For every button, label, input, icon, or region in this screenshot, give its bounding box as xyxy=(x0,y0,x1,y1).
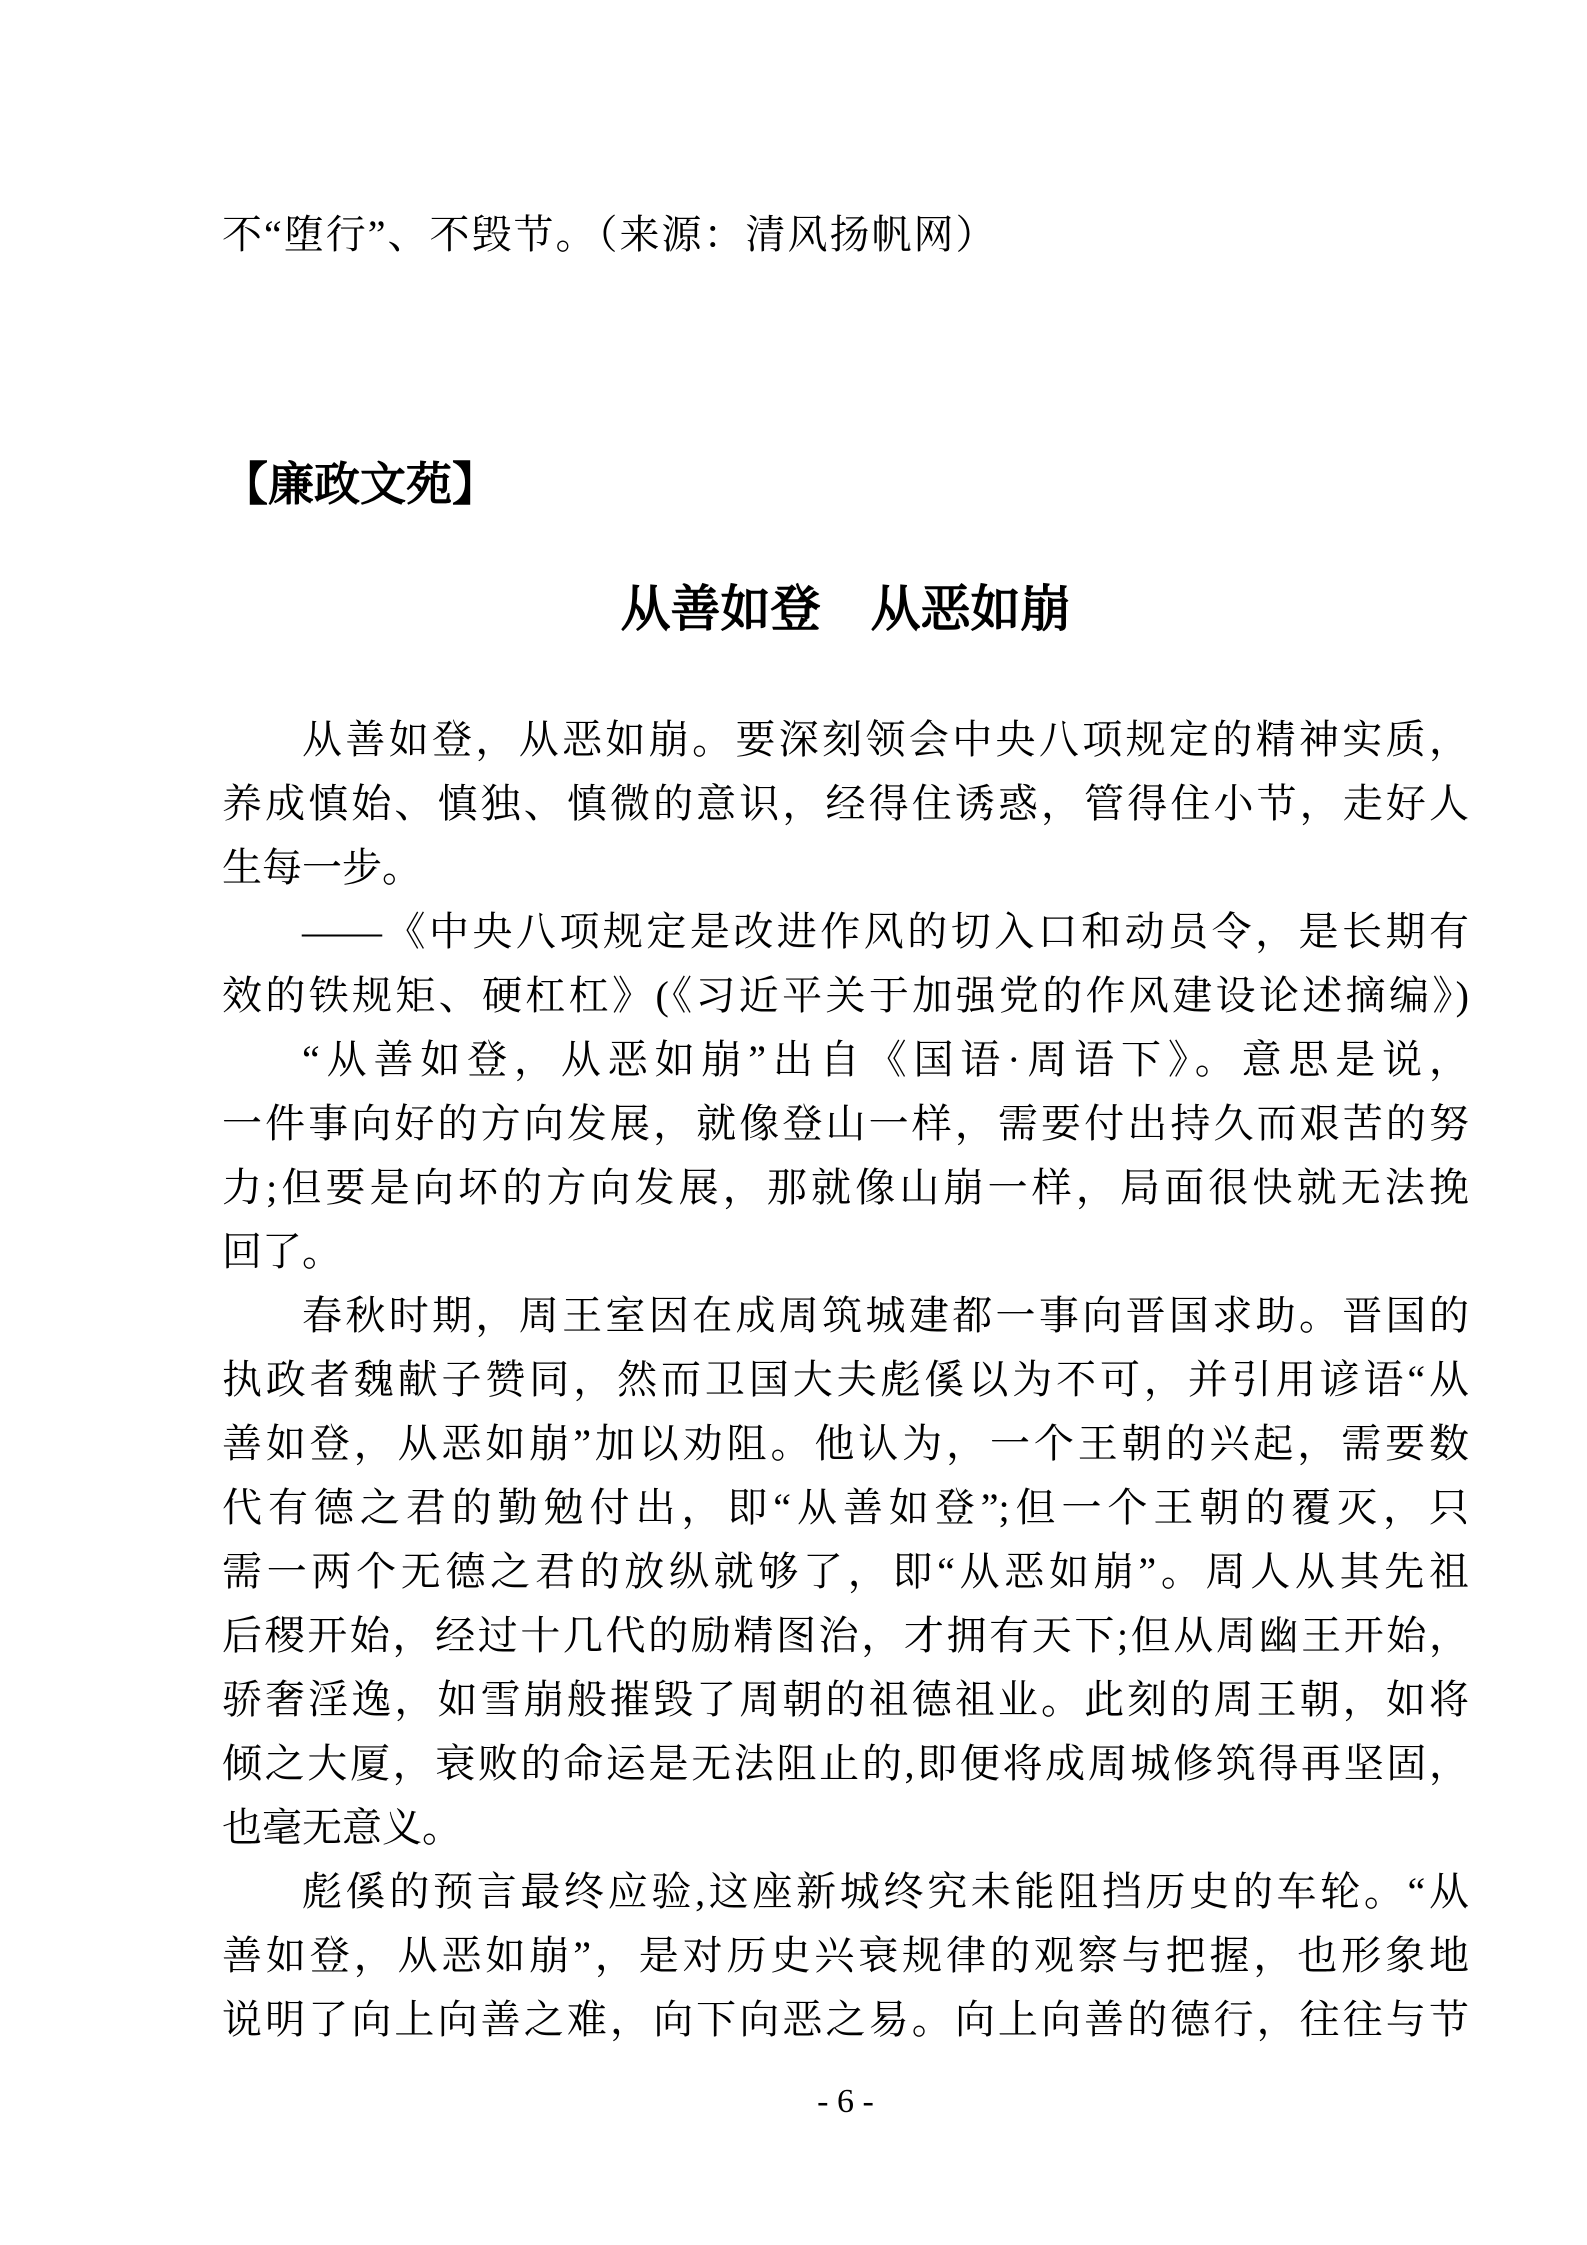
body-line: 生每一步。 xyxy=(222,845,422,890)
body-line: 善如登，从恶如崩”，是对历史兴衰规律的观察与把握，也形象地 xyxy=(222,1933,1469,1978)
body-line: 效的铁规矩、硬杠杠》(《习近平关于加强党的作风建设论述摘编》) xyxy=(222,973,1469,1018)
body-line: “从善如登，从恶如崩”出自《国语·周语下》。意思是说， xyxy=(302,1037,1469,1082)
article-title: 从善如登 从恶如崩 xyxy=(620,581,1071,637)
body-line: ——《中央八项规定是改进作风的切入口和动员令，是长期有 xyxy=(302,909,1469,954)
body-line: 春秋时期，周王室因在成周筑城建都一事向晋国求助。晋国的 xyxy=(302,1293,1469,1338)
body-line: 需一两个无德之君的放纵就够了，即“从恶如崩”。周人从其先祖 xyxy=(222,1549,1469,1594)
body-line: 后稷开始，经过十几代的励精图治，才拥有天下;但从周幽王开始， xyxy=(222,1613,1469,1658)
section-header: 【廉政文苑】 xyxy=(222,459,498,510)
body-line: 执政者魏献子赞同，然而卫国大夫彪傒以为不可，并引用谚语“从 xyxy=(222,1357,1469,1402)
page-number: - 6 - xyxy=(817,2083,874,2120)
article-body xyxy=(222,708,1469,2052)
body-line: 代有德之君的勤勉付出，即“从善如登”;但一个王朝的覆灭，只 xyxy=(222,1485,1469,1530)
page-content xyxy=(222,0,1469,2124)
body-line: 彪傒的预言最终应验,这座新城终究未能阻挡历史的车轮。“从 xyxy=(302,1869,1469,1914)
body-line: 善如登，从恶如崩”加以劝阻。他认为，一个王朝的兴起，需要数 xyxy=(222,1421,1469,1466)
body-line: 也毫无意义。 xyxy=(222,1805,462,1850)
body-line: 说明了向上向善之难，向下向恶之易。向上向善的德行，往往与节 xyxy=(222,1997,1469,2042)
body-line: 从善如登，从恶如崩。要深刻领会中央八项规定的精神实质， xyxy=(302,717,1469,762)
body-line: 回了。 xyxy=(222,1229,342,1274)
leading-paragraph: 不“堕行”、不毁节。（来源：清风扬帆网） xyxy=(222,212,998,257)
body-line: 倾之大厦，衰败的命运是无法阻止的,即便将成周城修筑得再坚固， xyxy=(222,1741,1469,1786)
body-line: 养成慎始、慎独、慎微的意识，经得住诱惑，管得住小节，走好人 xyxy=(222,781,1469,826)
body-line: 力;但要是向坏的方向发展，那就像山崩一样，局面很快就无法挽 xyxy=(222,1165,1469,1210)
body-line: 一件事向好的方向发展，就像登山一样，需要付出持久而艰苦的努 xyxy=(222,1101,1469,1146)
body-line: 骄奢淫逸，如雪崩般摧毁了周朝的祖德祖业。此刻的周王朝，如将 xyxy=(222,1677,1469,1722)
